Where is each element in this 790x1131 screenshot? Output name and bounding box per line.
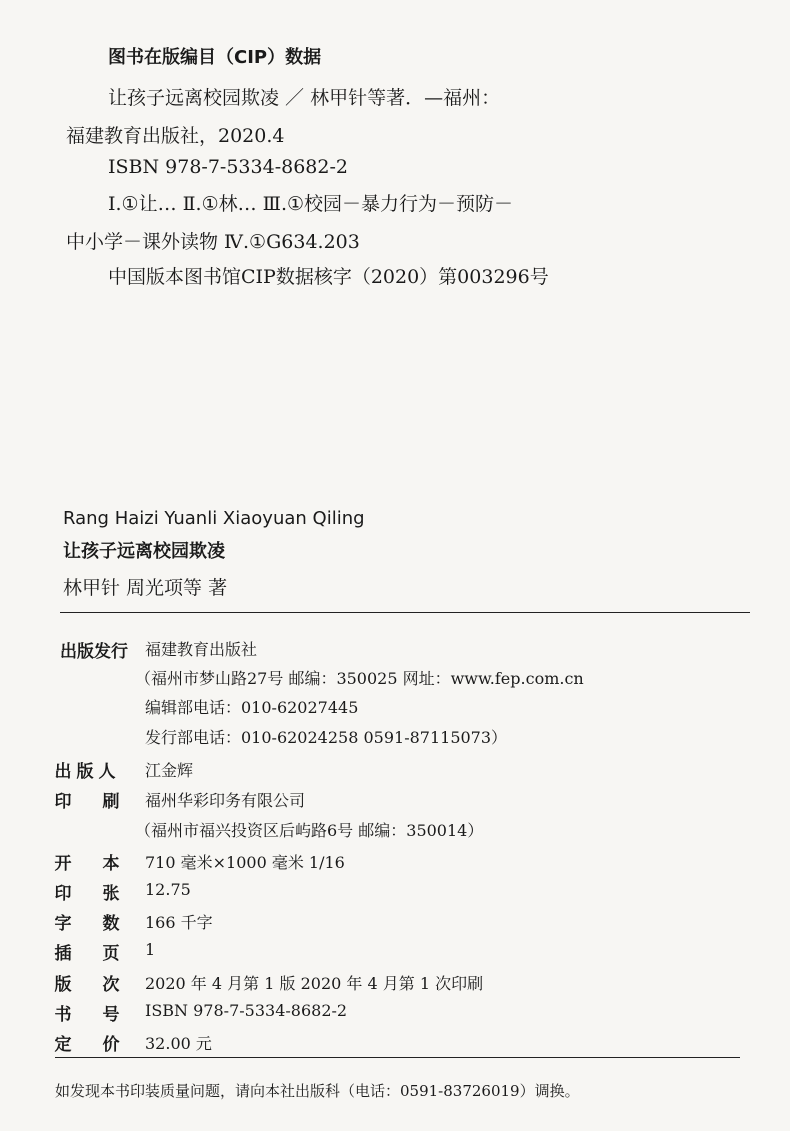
cip-classification-2: 中小学－课外读物 Ⅳ.①G634.203 — [66, 231, 360, 253]
printer-address: （福州市福兴投资区后屿路6号 邮编：350014） — [135, 821, 484, 840]
words-label: 字 数 — [54, 914, 120, 934]
issuer-value: 江金辉 — [145, 761, 194, 780]
book-title: 让孩子远离校园欺凌 — [63, 541, 225, 562]
cip-line-title: 让孩子远离校园欺凌 ／ 林甲针等著．—福州： — [108, 87, 501, 109]
price-value: 32.00 元 — [145, 1034, 212, 1053]
top-divider — [60, 612, 750, 613]
cip-line-publisher: 福建教育出版社，2020.4 — [66, 125, 285, 147]
book-authors: 林甲针 周光项等 著 — [63, 577, 228, 599]
plates-value: 1 — [145, 940, 156, 959]
edition-label: 版 次 — [54, 975, 120, 995]
bottom-divider — [55, 1057, 740, 1058]
isbn-label: 书 号 — [54, 1005, 120, 1025]
plates-label: 插 页 — [54, 944, 120, 964]
publisher-address: （福州市梦山路27号 邮编：350025 网址：www.fep.com.cn — [135, 669, 584, 688]
issuer-label: 出 版 人 — [54, 762, 116, 782]
footer-notice: 如发现本书印装质量问题，请向本社出版科（电话：0591-83726019）调换。 — [55, 1082, 580, 1100]
isbn-value: ISBN 978-7-5334-8682-2 — [145, 1001, 348, 1020]
publisher-value: 福建教育出版社 — [145, 640, 258, 659]
cip-heading: 图书在版编目（CIP）数据 — [108, 47, 322, 68]
format-label: 开 本 — [54, 854, 120, 874]
cip-classification-1: Ⅰ.①让… Ⅱ.①林… Ⅲ.①校园－暴力行为－预防－ — [108, 193, 514, 215]
distribution-phone: 发行部电话：010-62024258 0591-87115073） — [145, 728, 508, 747]
publisher-label: 出版发行 — [60, 642, 128, 662]
printer-value: 福州华彩印务有限公司 — [145, 791, 306, 810]
sheets-value: 12.75 — [145, 880, 191, 899]
edition-value: 2020 年 4 月第 1 版 2020 年 4 月第 1 次印刷 — [145, 974, 484, 993]
printer-label: 印 刷 — [54, 792, 120, 812]
format-value: 710 毫米×1000 毫米 1/16 — [145, 853, 345, 872]
pinyin-title: Rang Haizi Yuanli Xiaoyuan Qiling — [63, 508, 365, 529]
sheets-label: 印 张 — [54, 884, 120, 904]
cip-isbn: ISBN 978-7-5334-8682-2 — [108, 156, 348, 178]
price-label: 定 价 — [54, 1035, 120, 1055]
words-value: 166 千字 — [145, 913, 213, 932]
editorial-phone: 编辑部电话：010-62027445 — [145, 698, 359, 717]
cip-record-number: 中国版本图书馆CIP数据核字（2020）第003296号 — [108, 266, 549, 288]
